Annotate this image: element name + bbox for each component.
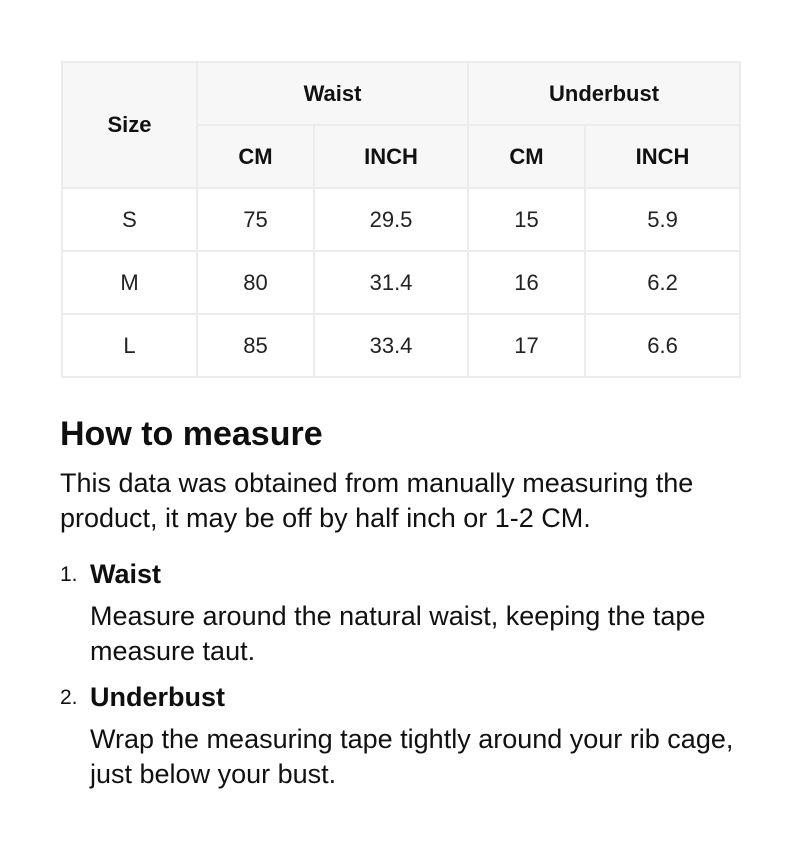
waist-cm-cell: 85 <box>197 314 314 377</box>
size-cell: L <box>62 314 197 377</box>
how-to-measure-section <box>60 412 750 802</box>
step-description-underbust: Wrap the measuring tape tightly around your rib cage, just below your bust. <box>90 724 734 789</box>
underbust-inch-header: INCH <box>585 125 740 188</box>
size-column-header: Size <box>62 62 197 188</box>
step-number: 1. <box>60 563 78 586</box>
underbust-inch-cell: 6.2 <box>585 251 740 314</box>
table-row <box>62 188 740 251</box>
size-cell: S <box>62 188 197 251</box>
waist-inch-cell: 29.5 <box>314 188 468 251</box>
step-description-waist: Measure around the natural waist, keeping the tape measure taut. <box>90 601 706 666</box>
steps-list <box>60 556 750 792</box>
size-table <box>61 61 741 378</box>
step-title-underbust: Underbust <box>90 682 225 712</box>
table-header-row <box>62 62 740 125</box>
step-title-waist: Waist <box>90 559 162 589</box>
step-number: 2. <box>60 686 78 709</box>
waist-inch-cell: 31.4 <box>314 251 468 314</box>
underbust-cm-cell: 17 <box>468 314 585 377</box>
waist-cm-header: CM <box>197 125 314 188</box>
section-heading: How to measure <box>60 415 323 453</box>
waist-cm-cell: 80 <box>197 251 314 314</box>
underbust-group-header: Underbust <box>468 62 740 125</box>
waist-inch-cell: 33.4 <box>314 314 468 377</box>
table-row <box>62 251 740 314</box>
waist-inch-header: INCH <box>314 125 468 188</box>
underbust-cm-cell: 15 <box>468 188 585 251</box>
waist-cm-cell: 75 <box>197 188 314 251</box>
list-item <box>60 679 750 792</box>
underbust-inch-cell: 6.6 <box>585 314 740 377</box>
waist-group-header: Waist <box>197 62 468 125</box>
underbust-inch-cell: 5.9 <box>585 188 740 251</box>
list-item <box>60 556 750 669</box>
table-row <box>62 314 740 377</box>
underbust-cm-cell: 16 <box>468 251 585 314</box>
underbust-cm-header: CM <box>468 125 585 188</box>
size-cell: M <box>62 251 197 314</box>
intro-text: This data was obtained from manually measuring the product, it may be off by half inch or 1-2 CM. <box>60 468 694 533</box>
